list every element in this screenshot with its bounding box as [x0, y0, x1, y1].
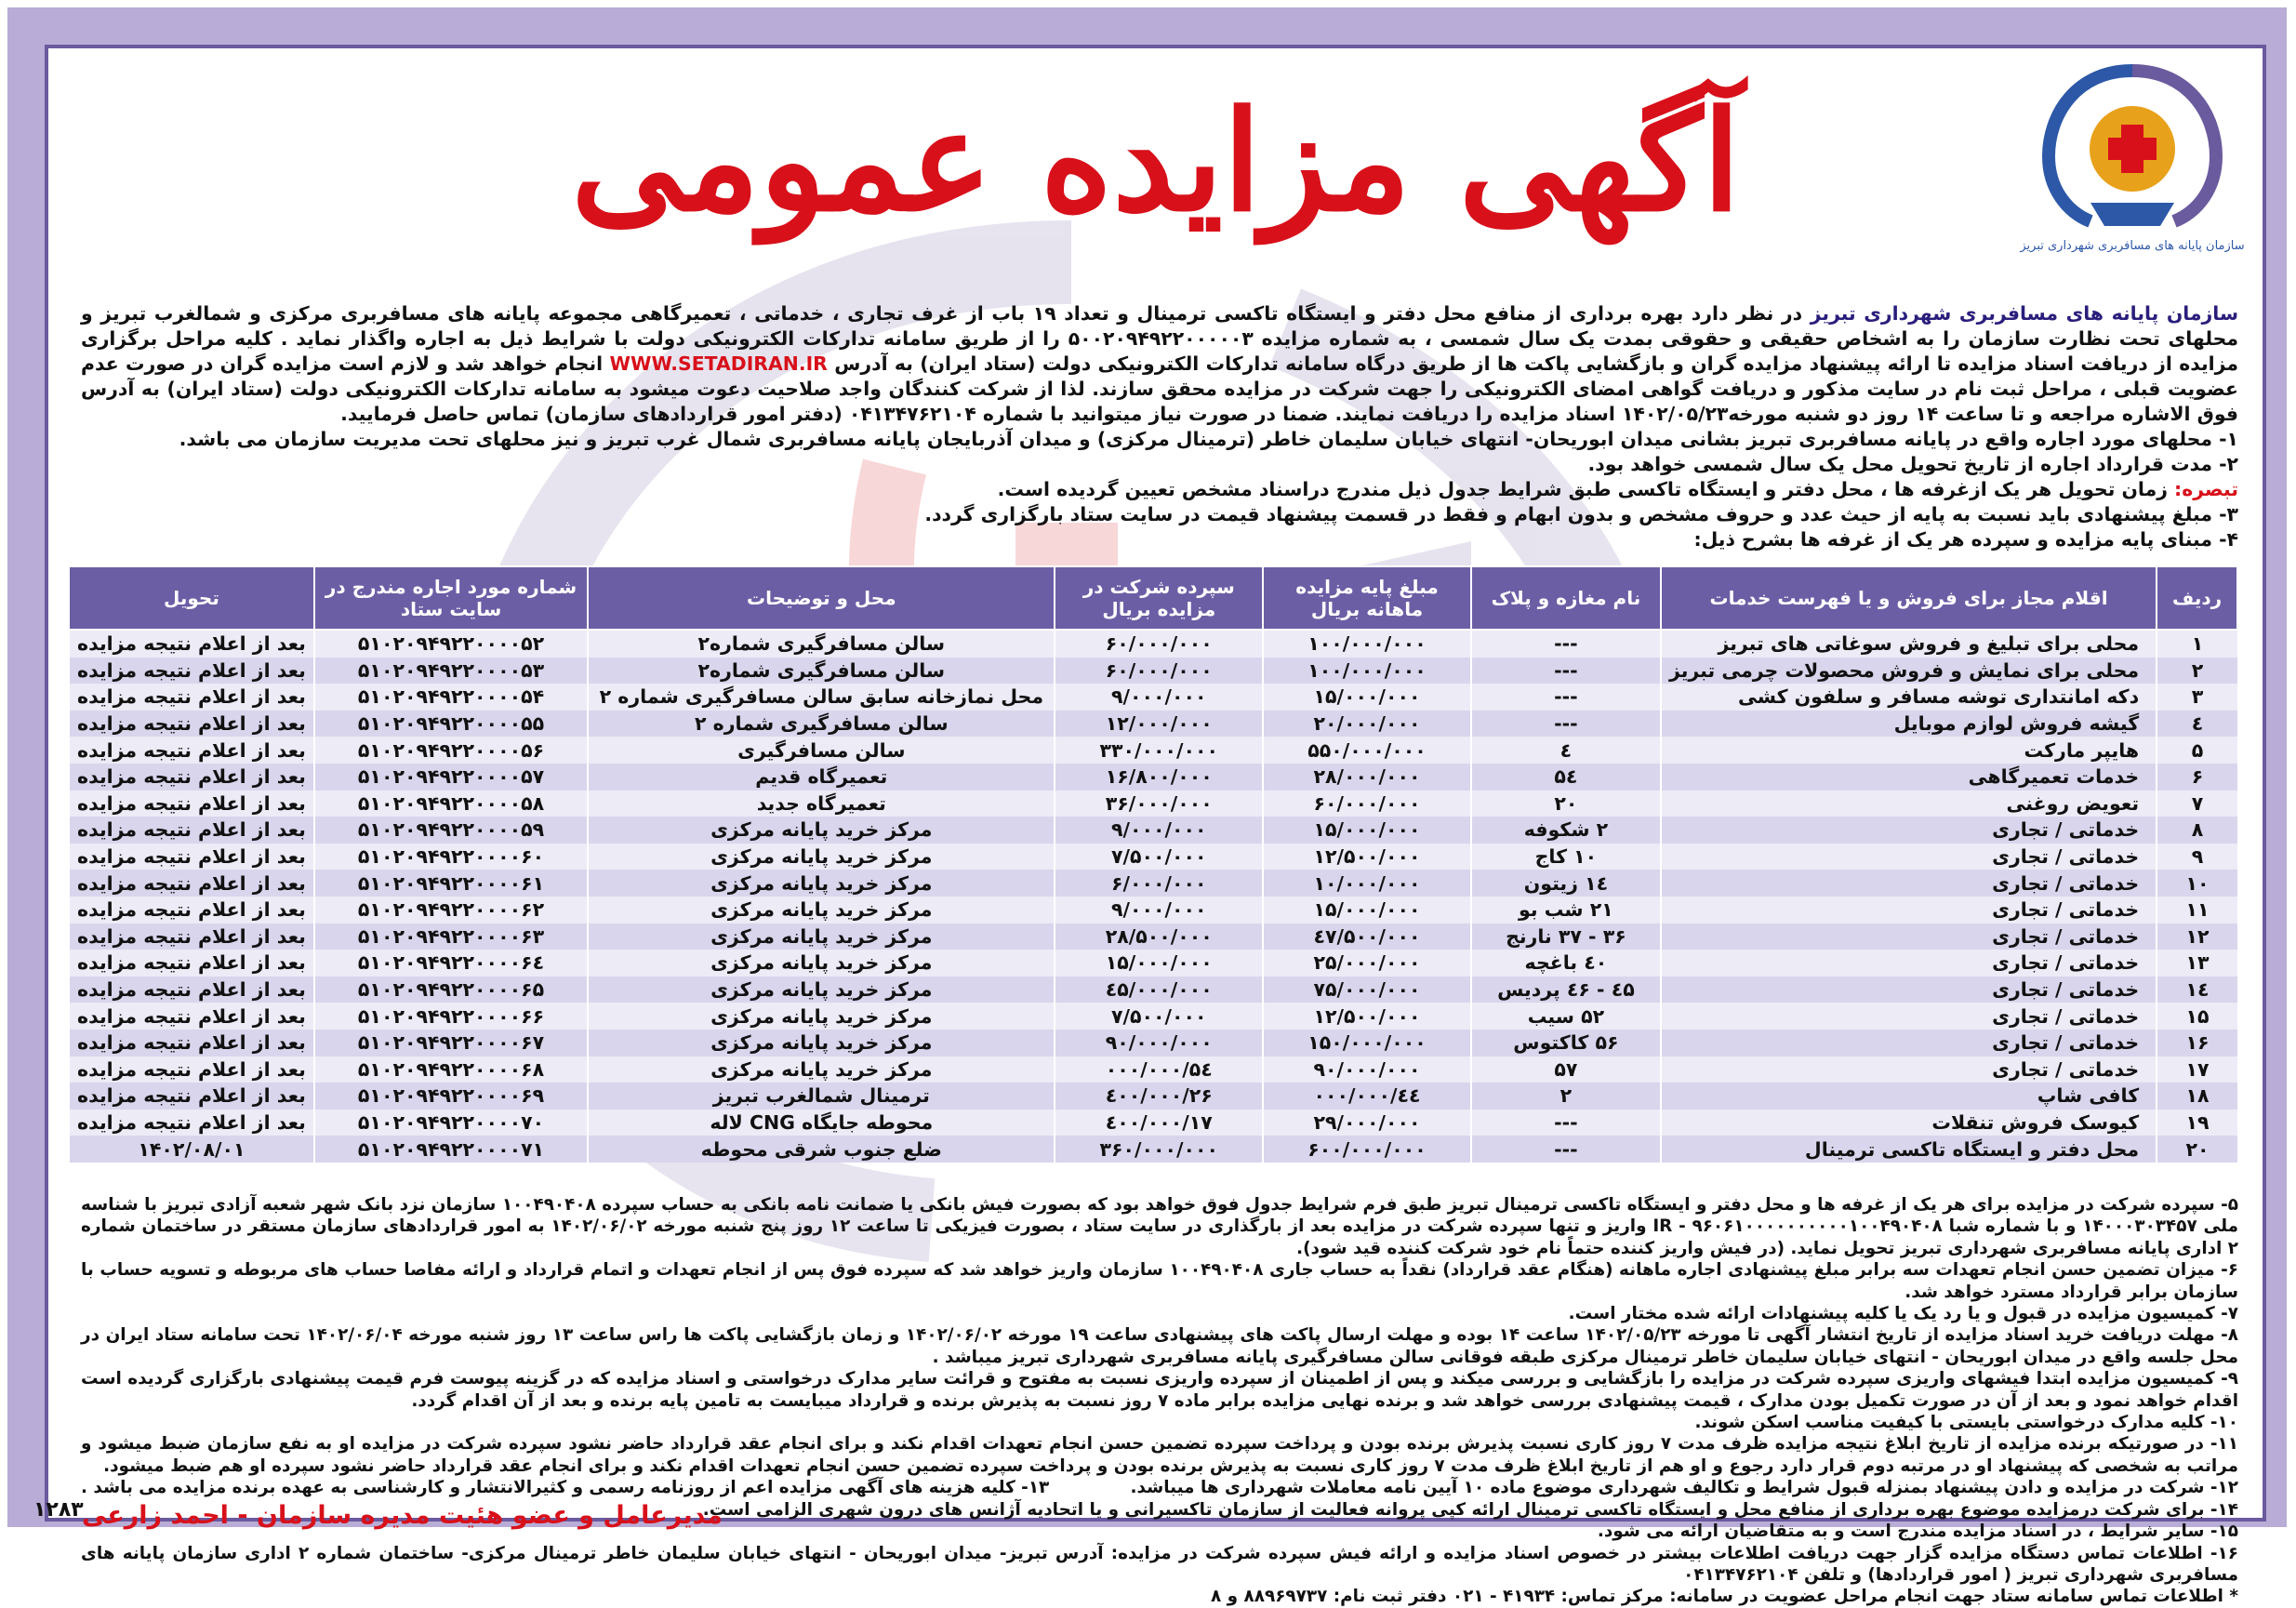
cell-deposit: ۷/۵۰۰/۰۰۰ [1055, 1003, 1263, 1030]
cell-base-price: ۶۰۰/۰۰۰/۰۰۰ [1263, 1136, 1471, 1163]
cell-location: مرکز خرید پایانه مرکزی [588, 870, 1055, 897]
header-setad-number: شماره مورد اجاره مندرج در سایت ستاد [314, 566, 588, 630]
cell-shop: ۲۰ [1471, 791, 1661, 817]
cell-delivery: بعد از اعلام نتیجه مزایده [69, 1110, 314, 1136]
cell-shop: ۱۰ کاج [1471, 844, 1661, 870]
cell-location: سالن مسافرگیری شماره۲ [588, 630, 1055, 658]
cell-shop: ٤۰ باغچه [1471, 950, 1661, 977]
cell-base-price: ۱۰۰/۰۰۰/۰۰۰ [1263, 630, 1471, 658]
table-row [69, 1110, 2237, 1136]
cell-item: خدماتی / تجاری [1661, 1003, 2157, 1030]
header-location: محل و توضیحات [588, 566, 1055, 630]
cell-delivery: بعد از اعلام نتیجه مزایده [69, 684, 314, 711]
cell-shop: --- [1471, 630, 1661, 658]
cell-base-price: ۹۰/۰۰۰/۰۰۰ [1263, 1056, 1471, 1083]
cell-location: تعمیرگاه قدیم [588, 764, 1055, 791]
cell-row-number: ۱۳ [2157, 950, 2237, 977]
cell-row-number: ۷ [2157, 791, 2237, 817]
table-row [69, 977, 2237, 1003]
outer-frame [7, 7, 2287, 1607]
cell-row-number: ۱۶ [2157, 1030, 2237, 1056]
cell-base-price: ۱۰/۰۰۰/۰۰۰ [1263, 870, 1471, 897]
cell-deposit: ۹/۰۰۰/۰۰۰ [1055, 817, 1263, 844]
header-item: اقلام مجاز برای فروش و یا فهرست خدمات [1661, 566, 2157, 630]
cell-shop: --- [1471, 1110, 1661, 1136]
cell-item: هایپر مارکت [1661, 737, 2157, 764]
cell-row-number: ۱۷ [2157, 1056, 2237, 1083]
cell-delivery: بعد از اعلام نتیجه مزایده [69, 1083, 314, 1110]
condition-12-13 [81, 1477, 2238, 1498]
cell-shop: --- [1471, 711, 1661, 738]
page-number: ۱۲۸۳ [33, 1498, 84, 1522]
table-row [69, 1136, 2237, 1163]
cell-setad-number: ۵۱۰۲۰۹۴۹۲۲۰۰۰۰۵۸ [314, 791, 588, 817]
cell-location: مرکز خرید پایانه مرکزی [588, 950, 1055, 977]
table-row [69, 1003, 2237, 1030]
cell-base-price: ٤۷/۵۰۰/۰۰۰ [1263, 924, 1471, 950]
cell-deposit: ۳۳۰/۰۰۰/۰۰۰ [1055, 737, 1263, 764]
intro-item-1: ۱- محلهای مورد اجاره واقع در پایانه مسافربری تبریز بشانی میدان ابوریحان- انتهای خیابان سلیمان خاطر (ترمینال مرکزی) و میدان آذربایجان پایانه مسافربری شمال غرب تبریز و نیز محلهای تحت مدیریت سازمان می باشد. [179, 428, 2238, 450]
cell-location: محوطه جایگاه CNG لاله [588, 1110, 1055, 1136]
cell-deposit: ۳۶/۰۰۰/۰۰۰ [1055, 791, 1263, 817]
cell-base-price: ۱۲/۵۰۰/۰۰۰ [1263, 1003, 1471, 1030]
cell-item: تعویض روغنی [1661, 791, 2157, 817]
table-row [69, 684, 2237, 711]
table-row [69, 817, 2237, 844]
cell-deposit: ۹/۰۰۰/۰۰۰ [1055, 897, 1263, 924]
cell-row-number: ۹ [2157, 844, 2237, 870]
cell-item: خدمات تعمیرگاهی [1661, 764, 2157, 791]
cell-base-price: ۲۹/۰۰۰/۰۰۰ [1263, 1110, 1471, 1136]
header-base-price: مبلغ پایه مزایده ماهانه بریال [1263, 566, 1471, 630]
cell-deposit: ۲۶/٤۰۰/۰۰۰ [1055, 1083, 1263, 1110]
notice-page [45, 45, 2266, 1607]
cell-base-price: ۲۰/۰۰۰/۰۰۰ [1263, 711, 1471, 738]
table-row [69, 791, 2237, 817]
cell-base-price: ۱۵/۰۰۰/۰۰۰ [1263, 897, 1471, 924]
cell-deposit: ۲۸/۵۰۰/۰۰۰ [1055, 924, 1263, 950]
cell-base-price: ۲۸/۰۰۰/۰۰۰ [1263, 764, 1471, 791]
cell-item: خدماتی / تجاری [1661, 1056, 2157, 1083]
organization-logo [2020, 63, 2245, 263]
cell-shop: ٤۵ - ٤۶ پردیس [1471, 977, 1661, 1003]
cell-delivery: بعد از اعلام نتیجه مزایده [69, 658, 314, 684]
table-row [69, 658, 2237, 684]
signature: مدیرعامل و عضو هئیت مدیره سازمان - احمد زارعی [82, 1501, 723, 1530]
cell-setad-number: ۵۱۰۲۰۹۴۹۲۲۰۰۰۰۵۵ [314, 711, 588, 738]
condition-15: ۱۵- سایر شرایط ، در اسناد مزایده مندرج است و به متقاضیان ارائه می شود. [1597, 1522, 2238, 1542]
cell-setad-number: ۵۱۰۲۰۹۴۹۲۲۰۰۰۰۵۲ [314, 630, 588, 658]
condition-8: ۸- مهلت دریافت خرید اسناد مزایده از تاریخ انتشار آگهی تا مورخه ۱۴۰۲/۰۵/۲۳ ساعت ۱۴ بوده و مهلت ارسال پاکت های پیشنهادی ساعت ۱۹ مورخه ۱۴۰۲/۰۶/۰۲ و زمان بازگشایی پاکت ها راس ساعت ۱۳ روز شنبه مورخه ۱۴۰۲/۰۶/۰۴ تحت سامانه ستاد ایران در محل جلسه واقع در میدان ابوریحان - انتهای خیابان سلیمان خاطر ترمینال مرکزی طبقه فوقانی سالن مسافرگیری پایانه مسافربری شهرداری تبریز میباشد . [81, 1325, 2239, 1367]
cell-base-price: ۱۲/۵۰۰/۰۰۰ [1263, 844, 1471, 870]
cell-delivery: ۱۴۰۲/۰۸/۰۱ [69, 1136, 314, 1163]
cell-row-number: ۱۲ [2157, 924, 2237, 950]
cell-base-price: ۱۵/۰۰۰/۰۰۰ [1263, 684, 1471, 711]
cell-location: مرکز خرید پایانه مرکزی [588, 1056, 1055, 1083]
condition-14: ۱۴- برای شرکت درمزایده موضوع بهره برداری از منافع محل و ایستگاه تاکسی ترمینال ارائه کپی پروانه فعالیت از سازمان تاکسیرانی و یا اتحادیه آژانس های درون شهری الزامی است. [702, 1499, 2238, 1520]
cell-shop: ۳۶ - ۳۷ نارنج [1471, 924, 1661, 950]
cell-row-number: ۱۰ [2157, 870, 2237, 897]
condition-6: ۶- میزان تضمین حسن انجام تعهدات سه برابر مبلغ پیشنهادی اجاره ماهانه (هنگام عقد قرارداد) نقداً به حساب جاری ۱۰۰۴۹۰۴۰۸ سازمان واریز خواهد شد که سپرده فوق پس از انجام تعهدات و اتمام قرارداد و ارائه مفاصا حساب های مربوطه و تسویه حساب با سازمان برابر قرارداد مسترد خواهد شد. [81, 1260, 2238, 1302]
cell-shop: ٤ [1471, 737, 1661, 764]
cell-setad-number: ۵۱۰۲۰۹۴۹۲۲۰۰۰۰۶۵ [314, 977, 588, 1003]
table-row [69, 1030, 2237, 1056]
cell-setad-number: ۵۱۰۲۰۹۴۹۲۲۰۰۰۰۷۱ [314, 1136, 588, 1163]
cell-setad-number: ۵۱۰۲۰۹۴۹۲۲۰۰۰۰۶۸ [314, 1056, 588, 1083]
cell-row-number: ۲۰ [2157, 1136, 2237, 1163]
table-row [69, 764, 2237, 791]
setad-url-link[interactable]: WWW.SETADIRAN.IR [609, 352, 828, 375]
cell-deposit: ۳۶۰/۰۰۰/۰۰۰ [1055, 1136, 1263, 1163]
condition-7: ۷- کمیسیون مزایده در قبول و یا رد یک یا کلیه پیشنهادات ارائه شده مختار است. [1568, 1304, 2238, 1324]
cell-delivery: بعد از اعلام نتیجه مزایده [69, 870, 314, 897]
cell-item: خدماتی / تجاری [1661, 897, 2157, 924]
condition-10: ۱۰- کلیه مدارک درخواستی بایستی با کیفیت مناسب اسکن شوند. [1694, 1413, 2238, 1433]
intro-section [81, 301, 2238, 552]
cell-item: خدماتی / تجاری [1661, 844, 2157, 870]
cell-location: سالن مسافرگیری شماره ۲ [588, 711, 1055, 738]
condition-13: ۱۳- کلیه هزینه های آگهی مزایده اعم از روزنامه رسمی و کثیرالانتشار و کارشناسی به عهده برنده مزایده می باشد . [81, 1478, 1050, 1498]
cell-location: مرکز خرید پایانه مرکزی [588, 977, 1055, 1003]
cell-deposit: ۱۷/٤۰۰/۰۰۰ [1055, 1110, 1263, 1136]
intro-paragraph: سازمان پایانه های مسافربری شهرداری تبریز در نظر دارد بهره برداری از منافع محل دفتر و ایستگاه تاکسی ترمینال و تعداد ۱۹ باب از غرف تجاری ، خدماتی ، تعمیرگاهی مجموعه پایانه های مسافربری مرکزی و شمالغرب تبریز و محلهای تحت نظارت سازمان را به اشخاص حقیقی و حقوقی بمدت یک سال شمسی ، به شماره مزایده ۵۰۰۲۰۹۴۹۲۲۰۰۰۰۰۳ را از طریق سامانه تدارکات الکترونیکی دولت با شرایط ذیل به اجاره واگذار نماید . کلیه مراحل برگزاری مزایده از دریافت اسناد مزایده تا ارائه پیشنهاد مزایده گران و بازگشایی پاکت ها از طریق درگاه سامانه تدارکات الکترونیکی دولت (ستاد ایران) به آدرس WWW.SETADIRAN.IR انجام خواهد شد و لازم است مزایده گران در صورت عدم عضویت قبلی ، مراحل ثبت نام در سایت مذکور و دریافت گواهی امضای الکترونیکی را جهت شرکت در مزایده محقق سازند. لذا از شرکت کنندگان واجد صلاحیت دعوت میشود به سامانه تدارکات الکترونیکی دولت (ستاد ایران) به آدرس فوق الاشاره مراجعه و تا ساعت ۱۴ روز دو شنبه مورخه۱۴۰۲/۰۵/۲۳ اسناد مزایده را دریافت نمایند. ضمنا در صورت نیاز میتوانید با شماره ۰۴۱۳۴۷۶۲۱۰۴ (دفتر امور قراردادهای سازمان) تماس حاصل فرمایید. [81, 302, 2239, 425]
cell-setad-number: ۵۱۰۲۰۹۴۹۲۲۰۰۰۰۶۱ [314, 870, 588, 897]
cell-item: گیشه فروش لوازم موبایل [1661, 711, 2157, 738]
header-shop: نام مغازه و پلاک [1471, 566, 1661, 630]
conditions-section [81, 1194, 2238, 1608]
cell-setad-number: ۵۱۰۲۰۹۴۹۲۲۰۰۰۰۶۹ [314, 1083, 588, 1110]
condition-5: ۵- سپرده شرکت در مزایده برای هر یک از غرفه ها و محل دفتر و ایستگاه تاکسی ترمینال تبریز طبق فرم شرایط جدول فوق خواهد بود که بصورت فیش بانکی یا ضمانت نامه بانکی به حساب سپرده ۱۰۰۴۹۰۴۰۸ سازمان نزد بانک شهر شعبه آزادی تبریز با شناسه ملی ۱۴۰۰۰۳۰۳۴۵۷ و با شماره شبا IR - ۹۶۰۶۱۰۰۰۰۰۰۰۰۰۰۱۰۰۴۹۰۴۰۸ واریز و تنها سپرده شرکت در مزایده بعد از بارگذاری در سایت ستاد ، بصورت فیزیکی تا ساعت ۱۲ روز پنج شنبه مورخه ۱۴۰۲/۰۶/۰۲ به امور قراردادهای سازمان مستقر در ساختمان شماره ۲ اداری پایانه مسافربری شهرداری تبریز تحویل نماید. (در فیش واریز کننده حتماً نام خود شرکت کننده قید شود). [81, 1195, 2239, 1258]
cell-setad-number: ۵۱۰۲۰۹۴۹۲۲۰۰۰۰۶٤ [314, 950, 588, 977]
table-row [69, 1056, 2237, 1083]
cell-location: ضلع جنوب شرقی محوطه [588, 1136, 1055, 1163]
condition-9: ۹- کمیسیون مزایده ابتدا فیشهای واریزی سپرده شرکت در مزایده را بازگشایی و بررسی میکند و پس از اطمینان از سپرده واریزی نسبت به مفتوح و قرائت سایر مدارک درخواستی و اسناد مزایده که در گزینه پیوست فرم قیمت پیشنهادی بارگزاری گردیده است اقدام خواهد نمود و بعد از آن در صورت تکمیل بودن مدارک ، قیمت پیشنهادی بررسی خواهد شد و برنده نهایی مزایده برابر ماده ۷ روز نسبت به پذیرش برنده و قرارداد میبایست به تامین پایه برنده و بعد از آن اقدام گردد. [81, 1369, 2238, 1411]
condition-12: ۱۲- شرکت در مزایده و دادن پیشنهاد بمنزله قبول شرایط و تکالیف شهرداری موضوع ماده ۱۰ آیین نامه معاملات شهرداری ها میباشد. [1130, 1478, 2238, 1498]
cell-setad-number: ۵۱۰۲۰۹۴۹۲۲۰۰۰۰۶۷ [314, 1030, 588, 1056]
cell-deposit: ۷/۵۰۰/۰۰۰ [1055, 844, 1263, 870]
cell-item: خدماتی / تجاری [1661, 977, 2157, 1003]
cell-location: مرکز خرید پایانه مرکزی [588, 897, 1055, 924]
cell-location: مرکز خرید پایانه مرکزی [588, 817, 1055, 844]
cell-row-number: ۳ [2157, 684, 2237, 711]
cell-location: سالن مسافرگیری شماره۲ [588, 658, 1055, 684]
cell-row-number: ۱ [2157, 630, 2237, 658]
cell-delivery: بعد از اعلام نتیجه مزایده [69, 791, 314, 817]
cell-setad-number: ۵۱۰۲۰۹۴۹۲۲۰۰۰۰۶۳ [314, 924, 588, 950]
cell-base-price: ۲۵/۰۰۰/۰۰۰ [1263, 950, 1471, 977]
cell-location: مرکز خرید پایانه مرکزی [588, 1003, 1055, 1030]
cell-delivery: بعد از اعلام نتیجه مزایده [69, 977, 314, 1003]
cell-shop: ۲ [1471, 1083, 1661, 1110]
organization-name: سازمان پایانه های مسافربری شهرداری تبریز [1810, 302, 2239, 325]
header-delivery: تحویل [69, 566, 314, 630]
cell-item: محلی برای نمایش و فروش محصولات چرمی تبریز [1661, 658, 2157, 684]
cell-delivery: بعد از اعلام نتیجه مزایده [69, 924, 314, 950]
cell-deposit: ۶۰/۰۰۰/۰۰۰ [1055, 630, 1263, 658]
notice-title: آگهی مزایده عمومی [571, 80, 1741, 242]
cell-location: مرکز خرید پایانه مرکزی [588, 924, 1055, 950]
cell-deposit: ۱۵/۰۰۰/۰۰۰ [1055, 950, 1263, 977]
cell-location: تعمیرگاه جدید [588, 791, 1055, 817]
cell-row-number: ۱۵ [2157, 1003, 2237, 1030]
cell-delivery: بعد از اعلام نتیجه مزایده [69, 630, 314, 658]
table-body [69, 630, 2237, 1163]
table-row [69, 630, 2237, 658]
cell-shop: --- [1471, 684, 1661, 711]
cell-location: مرکز خرید پایانه مرکزی [588, 844, 1055, 870]
cell-row-number: ۱٤ [2157, 977, 2237, 1003]
table-row [69, 1083, 2237, 1110]
intro-item-3: ۳- مبلغ پیشنهادی باید نسبت به پایه از حیث عدد و حروف مشخص و بدون ابهام و فقط در قسمت پیشنهاد قیمت در سایت ستاد بارگزاری گردد. [924, 503, 2238, 525]
cell-base-price: ۱۰۰/۰۰۰/۰۰۰ [1263, 658, 1471, 684]
header-row-number: ردیف [2157, 566, 2237, 630]
cell-base-price: ۶۰/۰۰۰/۰۰۰ [1263, 791, 1471, 817]
cell-setad-number: ۵۱۰۲۰۹۴۹۲۲۰۰۰۰۶۲ [314, 897, 588, 924]
table-row [69, 844, 2237, 870]
cell-delivery: بعد از اعلام نتیجه مزایده [69, 897, 314, 924]
svg-text:سازمان پایانه های مسافربری شهر: سازمان پایانه های مسافربری شهرداری تبریز [2020, 239, 2245, 253]
condition-16: ۱۶- اطلاعات تماس دستگاه مزایده گزار جهت دریافت اطلاعات بیشتر در خصوص اسناد مزایده و ارائه فیش سپرده شرکت در مزایده: آدرس تبریز- میدان ابوریحان - انتهای خیابان سلیمان خاطر ترمینال مرکزی- ساختمان شماره ۲ اداری سازمان پایانه های مسافربری شهرداری تبریز ( امور قراردادها) و تلفن ۰۴۱۳۴۷۶۲۱۰۴ [81, 1543, 2238, 1585]
cell-row-number: ۱۹ [2157, 1110, 2237, 1136]
cell-shop: ۱٤ زیتون [1471, 870, 1661, 897]
cell-deposit: ٤۵/۰۰۰/۰۰۰ [1055, 977, 1263, 1003]
cell-setad-number: ۵۱۰۲۰۹۴۹۲۲۰۰۰۰۵۴ [314, 684, 588, 711]
table-header-row [69, 566, 2237, 630]
cell-shop: ۲۱ شب بو [1471, 897, 1661, 924]
cell-base-price: ۵۵۰/۰۰۰/۰۰۰ [1263, 737, 1471, 764]
cell-delivery: بعد از اعلام نتیجه مزایده [69, 711, 314, 738]
cell-item: خدماتی / تجاری [1661, 870, 2157, 897]
cell-deposit: ۱۲/۰۰۰/۰۰۰ [1055, 711, 1263, 738]
cell-shop: ۵۷ [1471, 1056, 1661, 1083]
table-row [69, 870, 2237, 897]
cell-location: سالن مسافرگیری [588, 737, 1055, 764]
cell-deposit: ۹۰/۰۰۰/۰۰۰ [1055, 1030, 1263, 1056]
header-deposit: سپرده شرکت در مزایده بریال [1055, 566, 1263, 630]
cell-delivery: بعد از اعلام نتیجه مزایده [69, 1003, 314, 1030]
cell-shop: ۲ شکوفه [1471, 817, 1661, 844]
cell-delivery: بعد از اعلام نتیجه مزایده [69, 737, 314, 764]
auction-items-table [68, 565, 2238, 1163]
cell-shop: --- [1471, 658, 1661, 684]
table-row [69, 737, 2237, 764]
cell-row-number: ۵ [2157, 737, 2237, 764]
cell-row-number: ۸ [2157, 817, 2237, 844]
table-row [69, 950, 2237, 977]
cell-row-number: ۶ [2157, 764, 2237, 791]
cell-setad-number: ۵۱۰۲۰۹۴۹۲۲۰۰۰۰۶۶ [314, 1003, 588, 1030]
condition-11: ۱۱- در صورتیکه برنده مزایده از تاریخ ابلاغ نتیجه مزایده ظرف مدت ۷ روز کاری نسبت پذیرش برنده بودن و پرداخت سپرده تضمین حسن انجام تعهدات اقدام نکند و برای انجام عقد قرارداد حاضر نشود سپرده شرکت در مزایده او به نفع سازمان ضبط میشود و مراتب به شخصی که پیشنهاد او در مرتبه دوم قرار دارد رجوع و او هم از تاریخ ابلاغ ظرف مدت ۷ روز کاری نسبت به پذیرش برنده بودن و پرداخت سپرده تضمین حسن انجام تعهدات اقدام نکند و برای انجام عقد قرارداد حاضر نشود سپرده او هم ضبط میشود. [81, 1434, 2238, 1476]
cell-shop: ۵٤ [1471, 764, 1661, 791]
intro-note: تبصره: زمان تحویل هر یک ازغرفه ها ، محل دفتر و ایستگاه تاکسی طبق شرایط جدول ذیل مندرج دراسناد مشخص تعیین گردیده است. [997, 478, 2238, 500]
cell-item: خدماتی / تجاری [1661, 817, 2157, 844]
cell-setad-number: ۵۱۰۲۰۹۴۹۲۲۰۰۰۰۵۶ [314, 737, 588, 764]
cell-delivery: بعد از اعلام نتیجه مزایده [69, 764, 314, 791]
cell-item: محل دفتر و ایستگاه تاکسی ترمینال [1661, 1136, 2157, 1163]
cell-location: ترمینال شمالغرب تبریز [588, 1083, 1055, 1110]
cell-item: کیوسک فروش تنقلات [1661, 1110, 2157, 1136]
cell-delivery: بعد از اعلام نتیجه مزایده [69, 1056, 314, 1083]
intro-item-2: ۲- مدت قرارداد اجاره از تاریخ تحویل محل یک سال شمسی خواهد بود. [1587, 453, 2238, 475]
cell-row-number: ۱۸ [2157, 1083, 2237, 1110]
cell-shop: --- [1471, 1136, 1661, 1163]
table-row [69, 897, 2237, 924]
cell-item: دکه امانتداری توشه مسافر و سلفون کشی [1661, 684, 2157, 711]
intro-item-4: ۴- مبنای پایه مزایده و سپرده هر یک از غرفه ها بشرح ذیل: [1693, 528, 2238, 551]
cell-deposit: ۶۰/۰۰۰/۰۰۰ [1055, 658, 1263, 684]
cell-setad-number: ۵۱۰۲۰۹۴۹۲۲۰۰۰۰۷۰ [314, 1110, 588, 1136]
cell-delivery: بعد از اعلام نتیجه مزایده [69, 844, 314, 870]
cell-deposit: ۶/۰۰۰/۰۰۰ [1055, 870, 1263, 897]
cell-location: مرکز خرید پایانه مرکزی [588, 1030, 1055, 1056]
cell-shop: ۵۲ سیب [1471, 1003, 1661, 1030]
cell-deposit: ۹/۰۰۰/۰۰۰ [1055, 684, 1263, 711]
cell-item: کافی شاپ [1661, 1083, 2157, 1110]
cell-delivery: بعد از اعلام نتیجه مزایده [69, 817, 314, 844]
cell-item: خدماتی / تجاری [1661, 950, 2157, 977]
cell-setad-number: ۵۱۰۲۰۹۴۹۲۲۰۰۰۰۵۷ [314, 764, 588, 791]
cell-item: محلی برای تبلیغ و فروش سوغاتی های تبریز [1661, 630, 2157, 658]
condition-17: * اطلاعات تماس سامانه ستاد جهت انجام مراحل عضویت در سامانه: مرکز تماس: ۴۱۹۳۴ - ۰۲۱ دفتر ثبت نام: ۸۸۹۶۹۷۳۷ و ۸ [1211, 1587, 2238, 1607]
cell-delivery: بعد از اعلام نتیجه مزایده [69, 1030, 314, 1056]
cell-shop: ۵۶ کاکتوس [1471, 1030, 1661, 1056]
cell-deposit: ۵٤/۰۰۰/۰۰۰ [1055, 1056, 1263, 1083]
cell-delivery: بعد از اعلام نتیجه مزایده [69, 950, 314, 977]
cell-base-price: ۱۵/۰۰۰/۰۰۰ [1263, 817, 1471, 844]
cell-setad-number: ۵۱۰۲۰۹۴۹۲۲۰۰۰۰۶۰ [314, 844, 588, 870]
table-row [69, 711, 2237, 738]
cell-base-price: ۷۵/۰۰۰/۰۰۰ [1263, 977, 1471, 1003]
cell-item: خدماتی / تجاری [1661, 924, 2157, 950]
cell-deposit: ۱۶/۸۰۰/۰۰۰ [1055, 764, 1263, 791]
cell-row-number: ۲ [2157, 658, 2237, 684]
cell-location: محل نمازخانه سابق سالن مسافرگیری شماره ۲ [588, 684, 1055, 711]
cell-item: خدماتی / تجاری [1661, 1030, 2157, 1056]
cell-row-number: ۱۱ [2157, 897, 2237, 924]
cell-base-price: ٤٤/۰۰۰/۰۰۰ [1263, 1083, 1471, 1110]
table-row [69, 924, 2237, 950]
cell-setad-number: ۵۱۰۲۰۹۴۹۲۲۰۰۰۰۵۳ [314, 658, 588, 684]
cell-row-number: ٤ [2157, 711, 2237, 738]
cell-setad-number: ۵۱۰۲۰۹۴۹۲۲۰۰۰۰۵۹ [314, 817, 588, 844]
cell-base-price: ۱۵۰/۰۰۰/۰۰۰ [1263, 1030, 1471, 1056]
